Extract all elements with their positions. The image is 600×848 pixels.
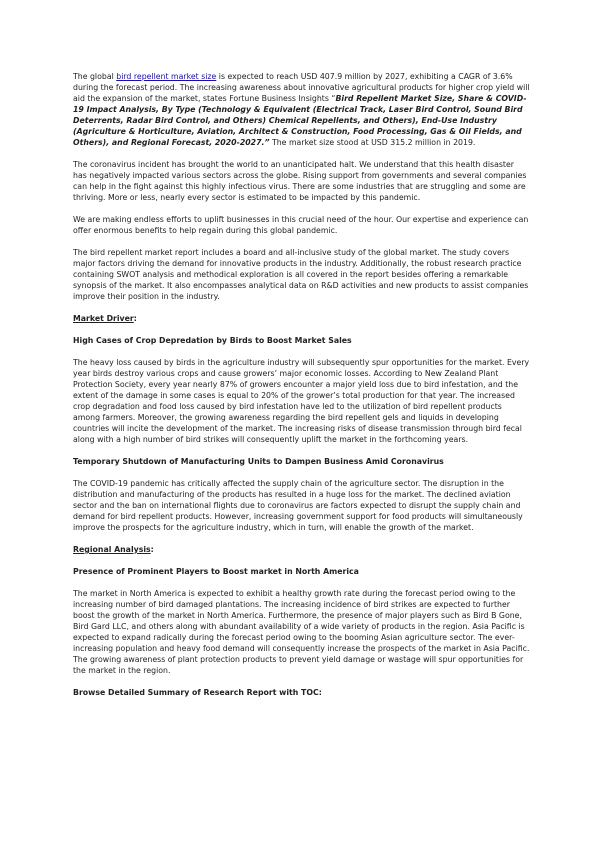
market-driver-colon: : bbox=[133, 314, 137, 323]
report-title: Bird Repellent Market Size, Share & COVID-19 Impact Analysis, By Type (Technology & Equivalent (Electrical Track, Laser Bird Control, Sound Bird Deterrents, Radar Bird Control, and Others) Chemical Repellents, and Others), End-Use Industry (Agriculture & Horticulture, Aviation, Architect & Construction, Food Processing, Gas & Oil Fields, and Others), and Regional Forecast, 2020-2027.” bbox=[73, 94, 527, 147]
bird-repellent-market-size-link[interactable]: bird repellent market size bbox=[116, 72, 217, 81]
regional-analysis-colon: : bbox=[150, 545, 154, 554]
document-body bbox=[73, 71, 530, 709]
regional-analysis-section-label bbox=[73, 544, 530, 555]
intro-text-end: The market size stood at USD 315.2 million in 2019. bbox=[269, 138, 476, 147]
intro-text-start: The global bbox=[73, 72, 117, 81]
crop-depredation-heading: High Cases of Crop Depredation by Birds to Boost Market Sales bbox=[73, 336, 352, 345]
crop-depredation-paragraph: The heavy loss caused by birds in the agriculture industry will subsequently spur opportunities for the market. Every year birds destroy various crops and cause growers’ major economic losses. According to New Zealand Plant Protection Society, every year nearly 87% of growers encounter a major yield loss due to bird infestation, and the extent of the damage in some cases is equal to 20% of the grower’s total production for that year. The increased crop degradation and food loss caused by bird infestation have led to the utilization of bird repellent products among farmers. Moreover, the growing awareness regarding the bird repellent gels and liquids in developing countries will incite the development of the market. The increasing risks of disease transmission through bird fecal along with a high number of bird strikes will consequently uplift the market in the forthcoming years. bbox=[73, 358, 530, 444]
shutdown-heading: Temporary Shutdown of Manufacturing Units to Dampen Business Amid Coronavirus bbox=[73, 457, 444, 466]
market-driver-section-label bbox=[73, 313, 530, 324]
north-america-paragraph: The market in North America is expected to exhibit a healthy growth rate during the forecast period owing to the increasing number of bird damaged plantations. The increasing incidence of bird strikes are expected to further boost the growth of the market in North America. Furthermore, the presence of major players such as Bird B Gone, Bird Gard LLC, and others along with abundant availability of a wide variety of products in the region. Asia Pacific is expected to expand radically during the forecast period owing to the booming Asian agriculture sector. The ever-increasing population and heavy food demand will consequently increase the prospects of the market in Asia Pacific. The growing awareness of plant protection products to prevent yield damage or wastage will spur opportunities for the market in the region. bbox=[73, 589, 530, 675]
browse-summary-heading: Browse Detailed Summary of Research Report with TOC: bbox=[73, 688, 322, 697]
efforts-paragraph: We are making endless efforts to uplift businesses in this crucial need of the hour. Our expertise and experience can offer enormous benefits to help regain during this global pandemic. bbox=[73, 215, 529, 235]
north-america-heading: Presence of Prominent Players to Boost market in North America bbox=[73, 567, 359, 576]
shutdown-paragraph: The COVID-19 pandemic has critically affected the supply chain of the agriculture sector. The disruption in the distribution and manufacturing of the products has resulted in a huge loss for the market. The declined aviation sector and the ban on international flights due to coronavirus are factors expected to disrupt the supply chain and demand for bird repellent products. However, increasing government support for food products will simultaneously improve the prospects for the agriculture industry, which in turn, will enable the growth of the market. bbox=[73, 479, 523, 532]
regional-analysis-label: Regional Analysis bbox=[73, 545, 151, 554]
intro-paragraph bbox=[73, 71, 530, 148]
intro-text-middle: is expected to reach USD 407.9 million by 2027, exhibiting a CAGR of 3.6% during the forecast period. The increasing awareness about innovative agricultural products for higher crop yield will aid the expansion of the market, states Fortune Business Insights “ bbox=[73, 72, 530, 103]
report-paragraph: The bird repellent market report includes a board and all-inclusive study of the global market. The study covers major factors driving the demand for innovative products in the industry. Additionally, the robust research practice containing SWOT analysis and methodical exploration is all covered in the report besides offering a remarkable synopsis of the market. It also encompasses analytical data on R&D activities and new products to assist companies improve their position in the industry. bbox=[73, 248, 529, 301]
covid-paragraph: The coronavirus incident has brought the world to an unanticipated halt. We understand that this health disaster has negatively impacted various sectors across the globe. Rising support from governments and several companies can help in the fight against this highly infectious virus. There are some industries that are struggling and some are thriving. More or less, nearly every sector is estimated to be impacted by this pandemic. bbox=[73, 160, 527, 202]
market-driver-label: Market Driver bbox=[73, 314, 134, 323]
